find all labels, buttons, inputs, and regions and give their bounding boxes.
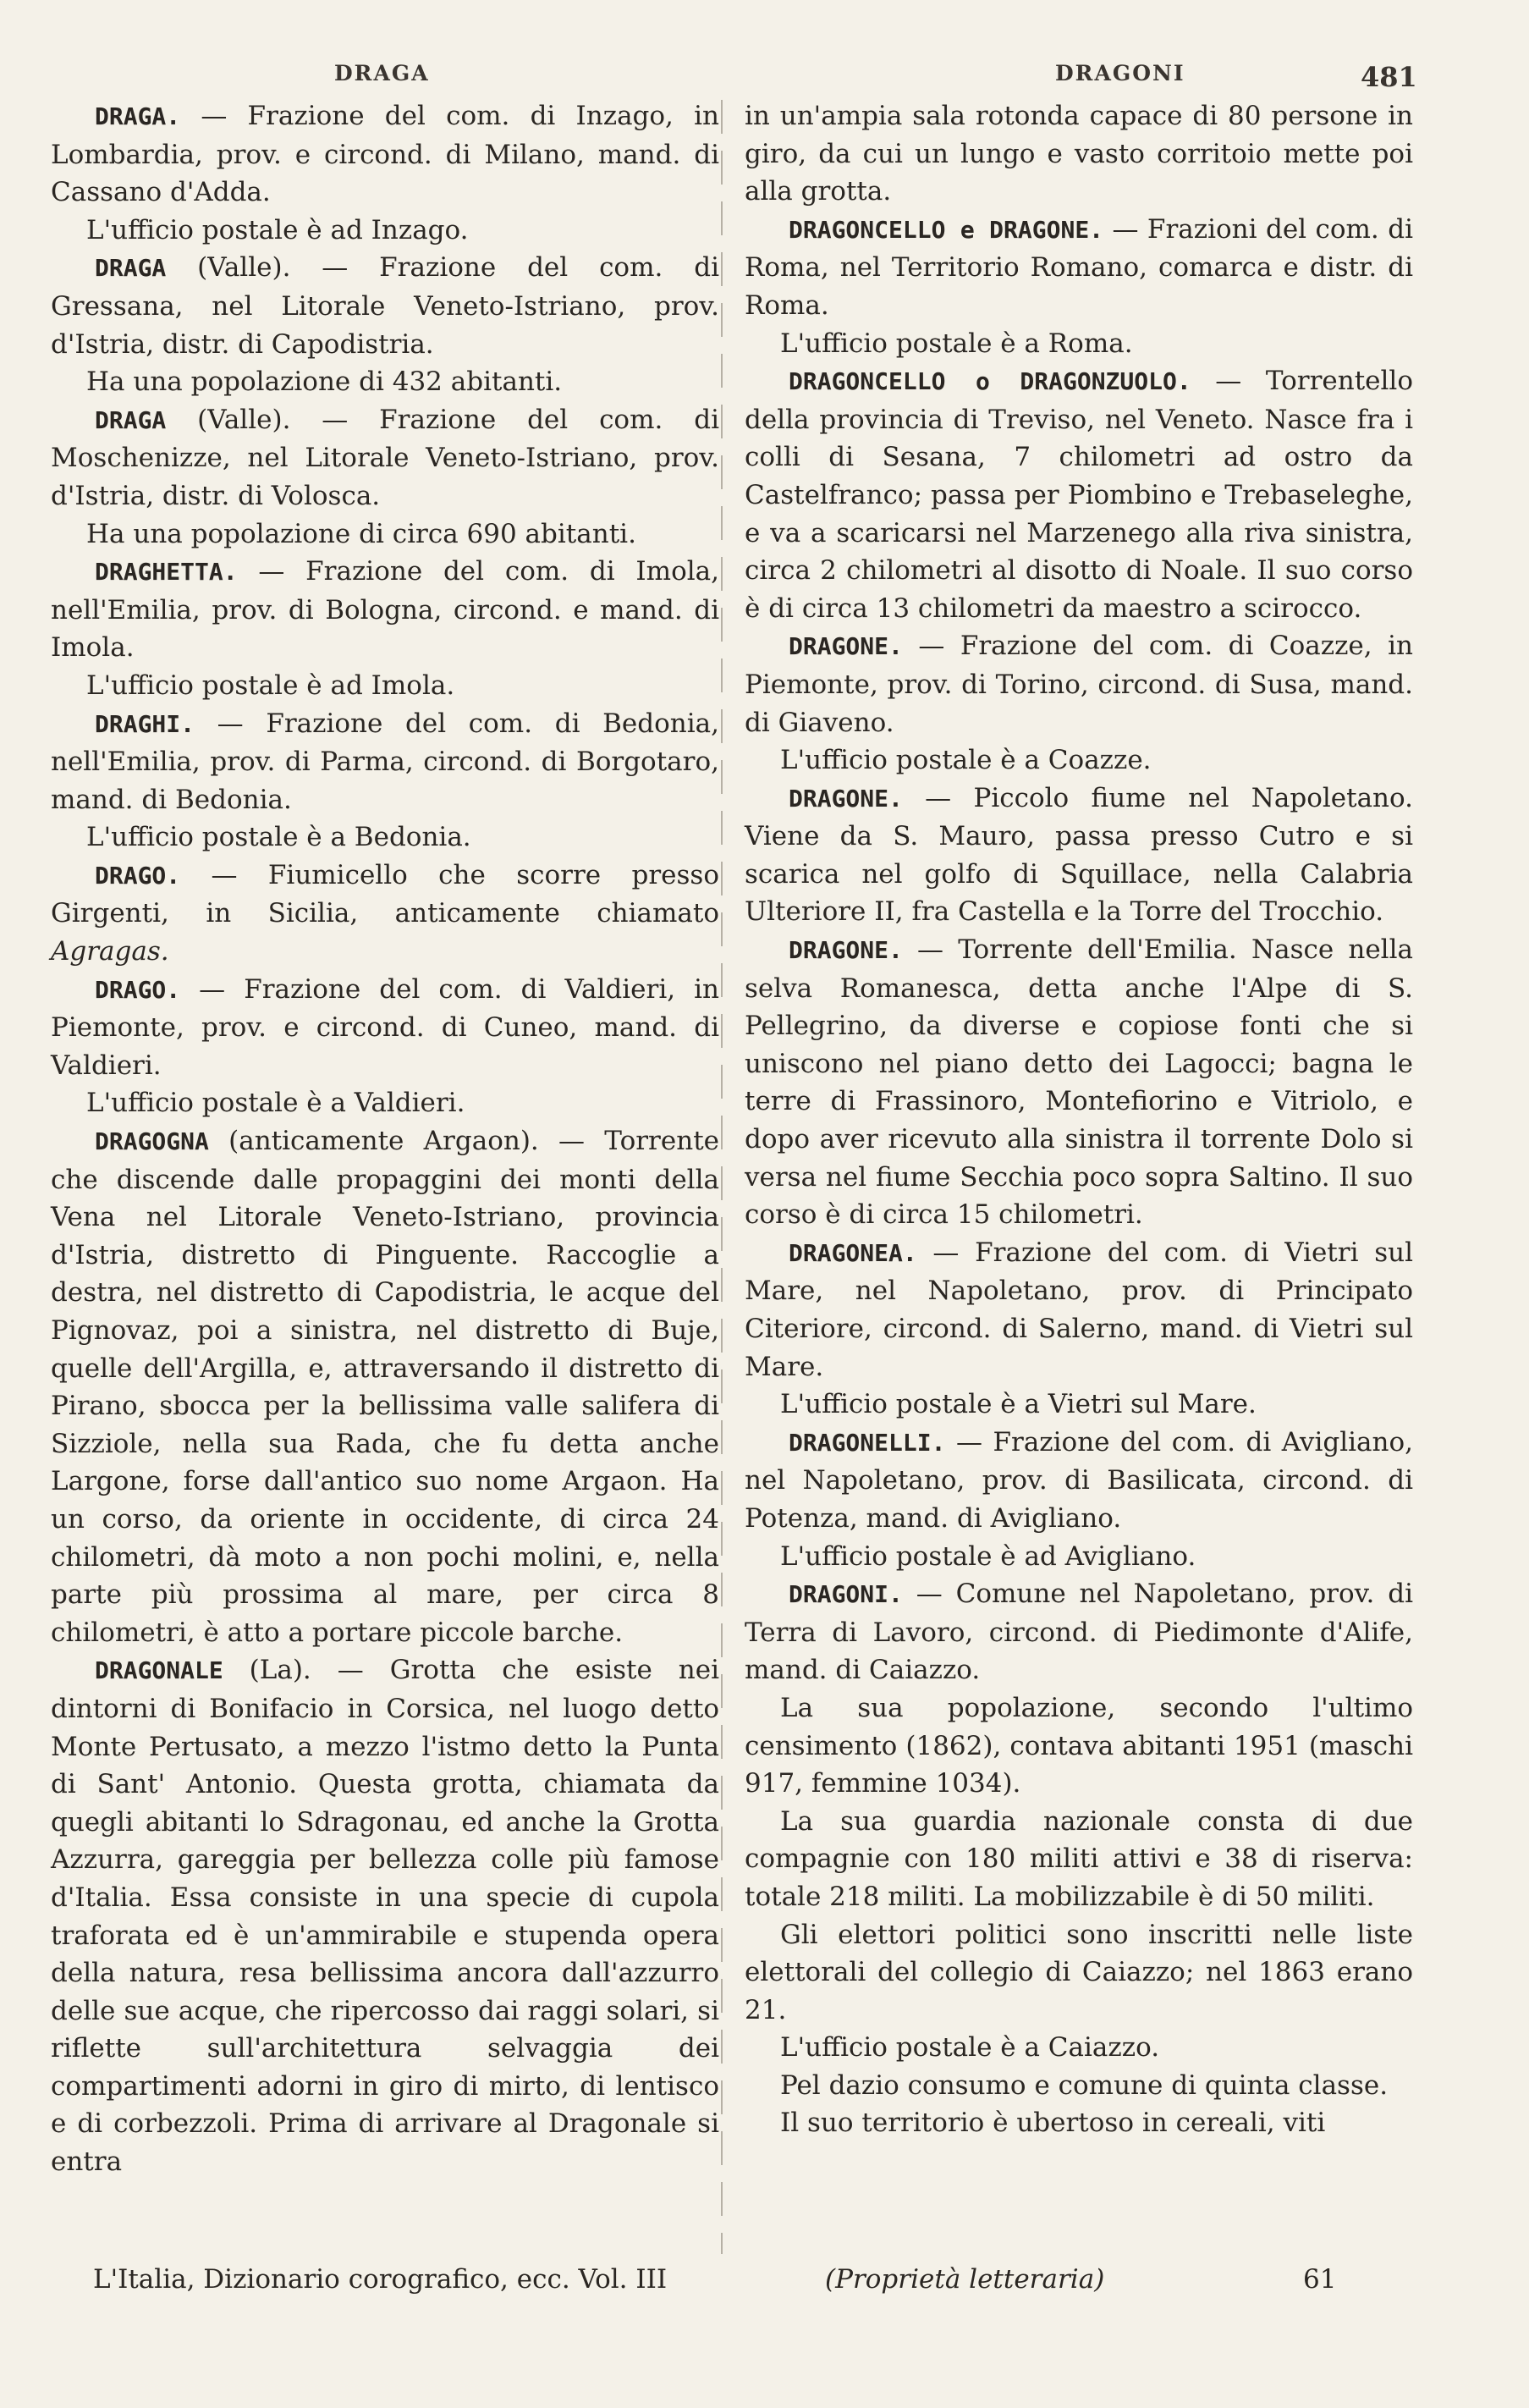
entry-text: Ha una popolazione di circa 690 abitanti. [86, 518, 636, 549]
footer-signature: 61 [1303, 2264, 1337, 2295]
dictionary-entry [51, 249, 719, 363]
dictionary-entry [51, 857, 719, 971]
entry-text: (Valle). — Frazione del com. di Moschenizze, nel Litorale Veneto-Istriano, prov. d'Istria, distr. di Volosca. [51, 404, 719, 511]
entry-paragraph [745, 2067, 1413, 2105]
entry-text: Pel dazio consumo e comune di quinta classe. [780, 2069, 1389, 2101]
dictionary-entry [51, 1651, 719, 2180]
entry-headword: DRAGA [95, 254, 167, 283]
entry-text: Ha una popolazione di 432 abitanti. [86, 366, 563, 398]
entry-headword: DRAGO. [95, 861, 181, 890]
dictionary-entry [51, 97, 719, 212]
entry-paragraph [745, 97, 1413, 211]
dictionary-entry [51, 705, 719, 819]
dictionary-entry [745, 1424, 1413, 1538]
entry-headword: DRAGONEA. [789, 1238, 917, 1267]
entry-headword: DRAGA. [95, 102, 181, 130]
entry-headword: DRAGONE. [789, 632, 903, 661]
entry-headword: DRAGONI. [789, 1580, 903, 1609]
dictionary-entry [745, 1234, 1413, 1386]
left-column [51, 97, 719, 2181]
entry-text: (La). — Grotta che esiste nei dintorni di Bonifacio in Corsica, nel luogo detto Monte Pertusato, a mezzo l'istmo detto la Punta di Sant' Antonio. Questa grotta, chiamata da quegli abitanti lo Sdragonau, ed anche la Grotta Azzurra, gareggia per bellezza colle più famose d'Italia. Essa consiste in una specie di cupola traforata ed è un'ammirabile e stupenda opera della natura, resa bellissima ancora dall'azzurro delle sue acque, che ripercosso dai raggi solari, si riflette sull'architettura selvaggia dei compartimenti adorni in giro di mirto, di lentisco e di corbezzoli. Prima di arrivare al Dragonale si entra [51, 1655, 719, 2178]
entry-text: in un'ampia sala rotonda capace di 80 persone in giro, da cui un lungo e vasto corritoio mette poi alla grotta. [745, 101, 1413, 207]
entry-paragraph [745, 2104, 1413, 2142]
entry-paragraph [51, 667, 719, 705]
entry-text: La sua popolazione, secondo l'ultimo censimento (1862), contava abitanti 1951 (maschi 917, femmine 1034). [745, 1692, 1413, 1799]
dictionary-entry [745, 1575, 1413, 1689]
dictionary-entry [51, 553, 719, 667]
entry-headword: DRAGONCELLO e DRAGONE. [789, 215, 1104, 244]
entry-text: — Frazione del com. di Vietri sul Mare, nel Napoletano, prov. di Principato Citeriore, circond. di Salerno, mand. di Vietri sul Mare. [745, 1237, 1413, 1382]
entry-paragraph [745, 1538, 1413, 1576]
entry-text: L'ufficio postale è ad Avigliano. [780, 1540, 1196, 1572]
entry-paragraph [745, 1689, 1413, 1803]
entry-text: — Frazione del com. di Avigliano, nel Napoletano, prov. di Basilicata, circond. di Potenza, mand. di Avigliano. [745, 1426, 1413, 1534]
entry-text: L'ufficio postale è a Vietri sul Mare. [780, 1389, 1257, 1420]
page-number: 481 [1361, 61, 1417, 93]
entry-text: L'ufficio postale è a Bedonia. [86, 822, 471, 853]
entry-headword: DRAGONELLI. [789, 1428, 946, 1457]
entry-text: — Frazione del com. di Imola, nell'Emilia, prov. di Bologna, circond. e mand. di Imola. [51, 556, 719, 664]
entry-text: L'ufficio postale è ad Inzago. [86, 214, 469, 245]
entry-paragraph [51, 818, 719, 857]
entry-text: L'ufficio postale è ad Imola. [86, 670, 455, 701]
dictionary-entry [745, 627, 1413, 741]
dictionary-entry [745, 362, 1413, 627]
entry-text: Gli elettori politici sono inscritti nelle liste elettorali del collegio di Caiazzo; nel 1863 erano 21. [745, 1919, 1413, 2025]
running-head-left: DRAGA [334, 61, 430, 85]
entry-paragraph [745, 2029, 1413, 2067]
dictionary-entry [745, 931, 1413, 1234]
entry-text: — Fiumicello che scorre presso Girgenti, in Sicilia, anticamente chiamato [51, 859, 719, 929]
entry-text: — Frazione del com. di Inzago, in Lombardia, prov. e circond. di Milano, mand. di Cassano d'Adda. [51, 101, 719, 208]
entry-paragraph [745, 325, 1413, 363]
entry-text: — Piccolo fiume nel Napoletano. Viene da S. Mauro, passa presso Cutro e si scarica nel golfo di Squillace, nella Calabria Ulteriore II, fra Castella e la Torre del Trocchio. [745, 782, 1413, 928]
entry-text: — Frazioni del com. di Roma, nel Territorio Romano, comarca e distr. di Roma. [745, 213, 1413, 321]
column-divider [721, 100, 723, 2254]
entry-headword: DRAGONE. [789, 784, 903, 813]
entry-text: La sua guardia nazionale consta di due compagnie con 180 militi attivi e 38 di riserva: totale 218 militi. La mobilizzabile è di 50 militi. [745, 1805, 1413, 1912]
running-head-right: DRAGONI [1055, 61, 1185, 85]
footer-rights: (Proprietà letteraria) [825, 2264, 1105, 2295]
entry-headword: DRAGHI. [95, 709, 195, 738]
entry-headword: DRAGHETTA. [95, 558, 238, 587]
entry-headword: DRAGONALE [95, 1656, 223, 1685]
entry-paragraph [51, 363, 719, 401]
dictionary-entry [51, 401, 719, 515]
entry-headword: DRAGOGNA [95, 1127, 209, 1156]
entry-headword: DRAGO. [95, 975, 181, 1004]
dictionary-entry [745, 211, 1413, 325]
dictionary-entry [745, 780, 1413, 931]
entry-text: — Frazione del com. di Bedonia, nell'Emilia, prov. di Parma, circond. di Borgotaro, mand. di Bedonia. [51, 708, 719, 815]
entry-paragraph [51, 1084, 719, 1122]
entry-paragraph [745, 1386, 1413, 1424]
entry-paragraph [745, 1803, 1413, 1916]
entry-text: L'ufficio postale è a Valdieri. [86, 1088, 465, 1119]
entry-text: — Frazione del com. di Valdieri, in Piemonte, prov. e circond. di Cuneo, mand. di Valdieri. [51, 973, 719, 1081]
footer-title: L'Italia, Dizionario corografico, ecc. Vol. III [93, 2264, 668, 2295]
right-column [745, 97, 1413, 2142]
entry-text: — Comune nel Napoletano, prov. di Terra di Lavoro, circond. di Piedimonte d'Alife, mand. di Caiazzo. [745, 1579, 1413, 1686]
dictionary-entry [51, 1122, 719, 1651]
entry-paragraph [745, 741, 1413, 780]
entry-text: L'ufficio postale è a Roma. [780, 328, 1133, 359]
entry-text: — Frazione del com. di Coazze, in Piemonte, prov. di Torino, circond. di Susa, mand. di Giaveno. [745, 631, 1413, 738]
entry-italic-term: Agragas. [51, 936, 169, 967]
entry-text: Il suo territorio è ubertoso in cereali, viti [780, 2108, 1326, 2139]
dictionary-entry [51, 971, 719, 1085]
entry-paragraph [51, 515, 719, 554]
entry-text: L'ufficio postale è a Caiazzo. [780, 2032, 1160, 2064]
entry-text: L'ufficio postale è a Coazze. [780, 745, 1152, 776]
entry-text: (anticamente Argaon). — Torrente che discende dalle propaggini dei monti della Vena nel Litorale Veneto-Istriano, provincia d'Istria, distretto di Pinguente. Raccoglie a destra, nel distretto di Capodistria, le acque del Pignovaz, poi a sinistra, nel distretto di Buje, quelle dell'Argilla, e, attraversando il distretto di Pirano, sbocca per la bellissima valle salifera di Sizziole, nella sua Rada, che fu detta anche Largone, forse dall'antico suo nome Argaon. Ha un corso, da oriente in occidente, di circa 24 chilometri, dà moto a non pochi molini, e, nella parte più prossima al mare, per circa 8 chilometri, è atto a portare piccole barche. [51, 1126, 719, 1648]
entry-text: — Torrente dell'Emilia. Nasce nella selva Romanesca, detta anche l'Alpe di S. Pellegrino, da diverse e copiose fonti che si uniscono nel piano detto dei Lagocci; bagna le terre di Frassinoro, Montefiorino e Vitriolo, e dopo aver ricevuto alla sinistra il torrente Dolo si versa nel fiume Secchia poco sopra Saltino. Il suo corso è di circa 15 chilometri. [745, 934, 1413, 1231]
entry-paragraph [745, 1916, 1413, 2030]
entry-text: (Valle). — Frazione del com. di Gressana, nel Litorale Veneto-Istriano, prov. d'Istria, distr. di Capodistria. [51, 252, 719, 360]
entry-headword: DRAGA [95, 405, 167, 434]
entry-paragraph [51, 212, 719, 250]
entry-headword: DRAGONCELLO o DRAGONZUOLO. [789, 367, 1191, 396]
entry-text: — Torrentello della provincia di Treviso, nel Veneto. Nasce fra i colli di Sesana, 7 chilometri ad ostro da Castelfranco; passa per Piombino e Trebaseleghe, e va a scaricarsi nel Marzenego alla riva sinistra, circa 2 chilometri al disotto di Noale. Il suo corso è di circa 13 chilometri da maestro a scirocco. [745, 366, 1413, 624]
entry-headword: DRAGONE. [789, 936, 903, 965]
